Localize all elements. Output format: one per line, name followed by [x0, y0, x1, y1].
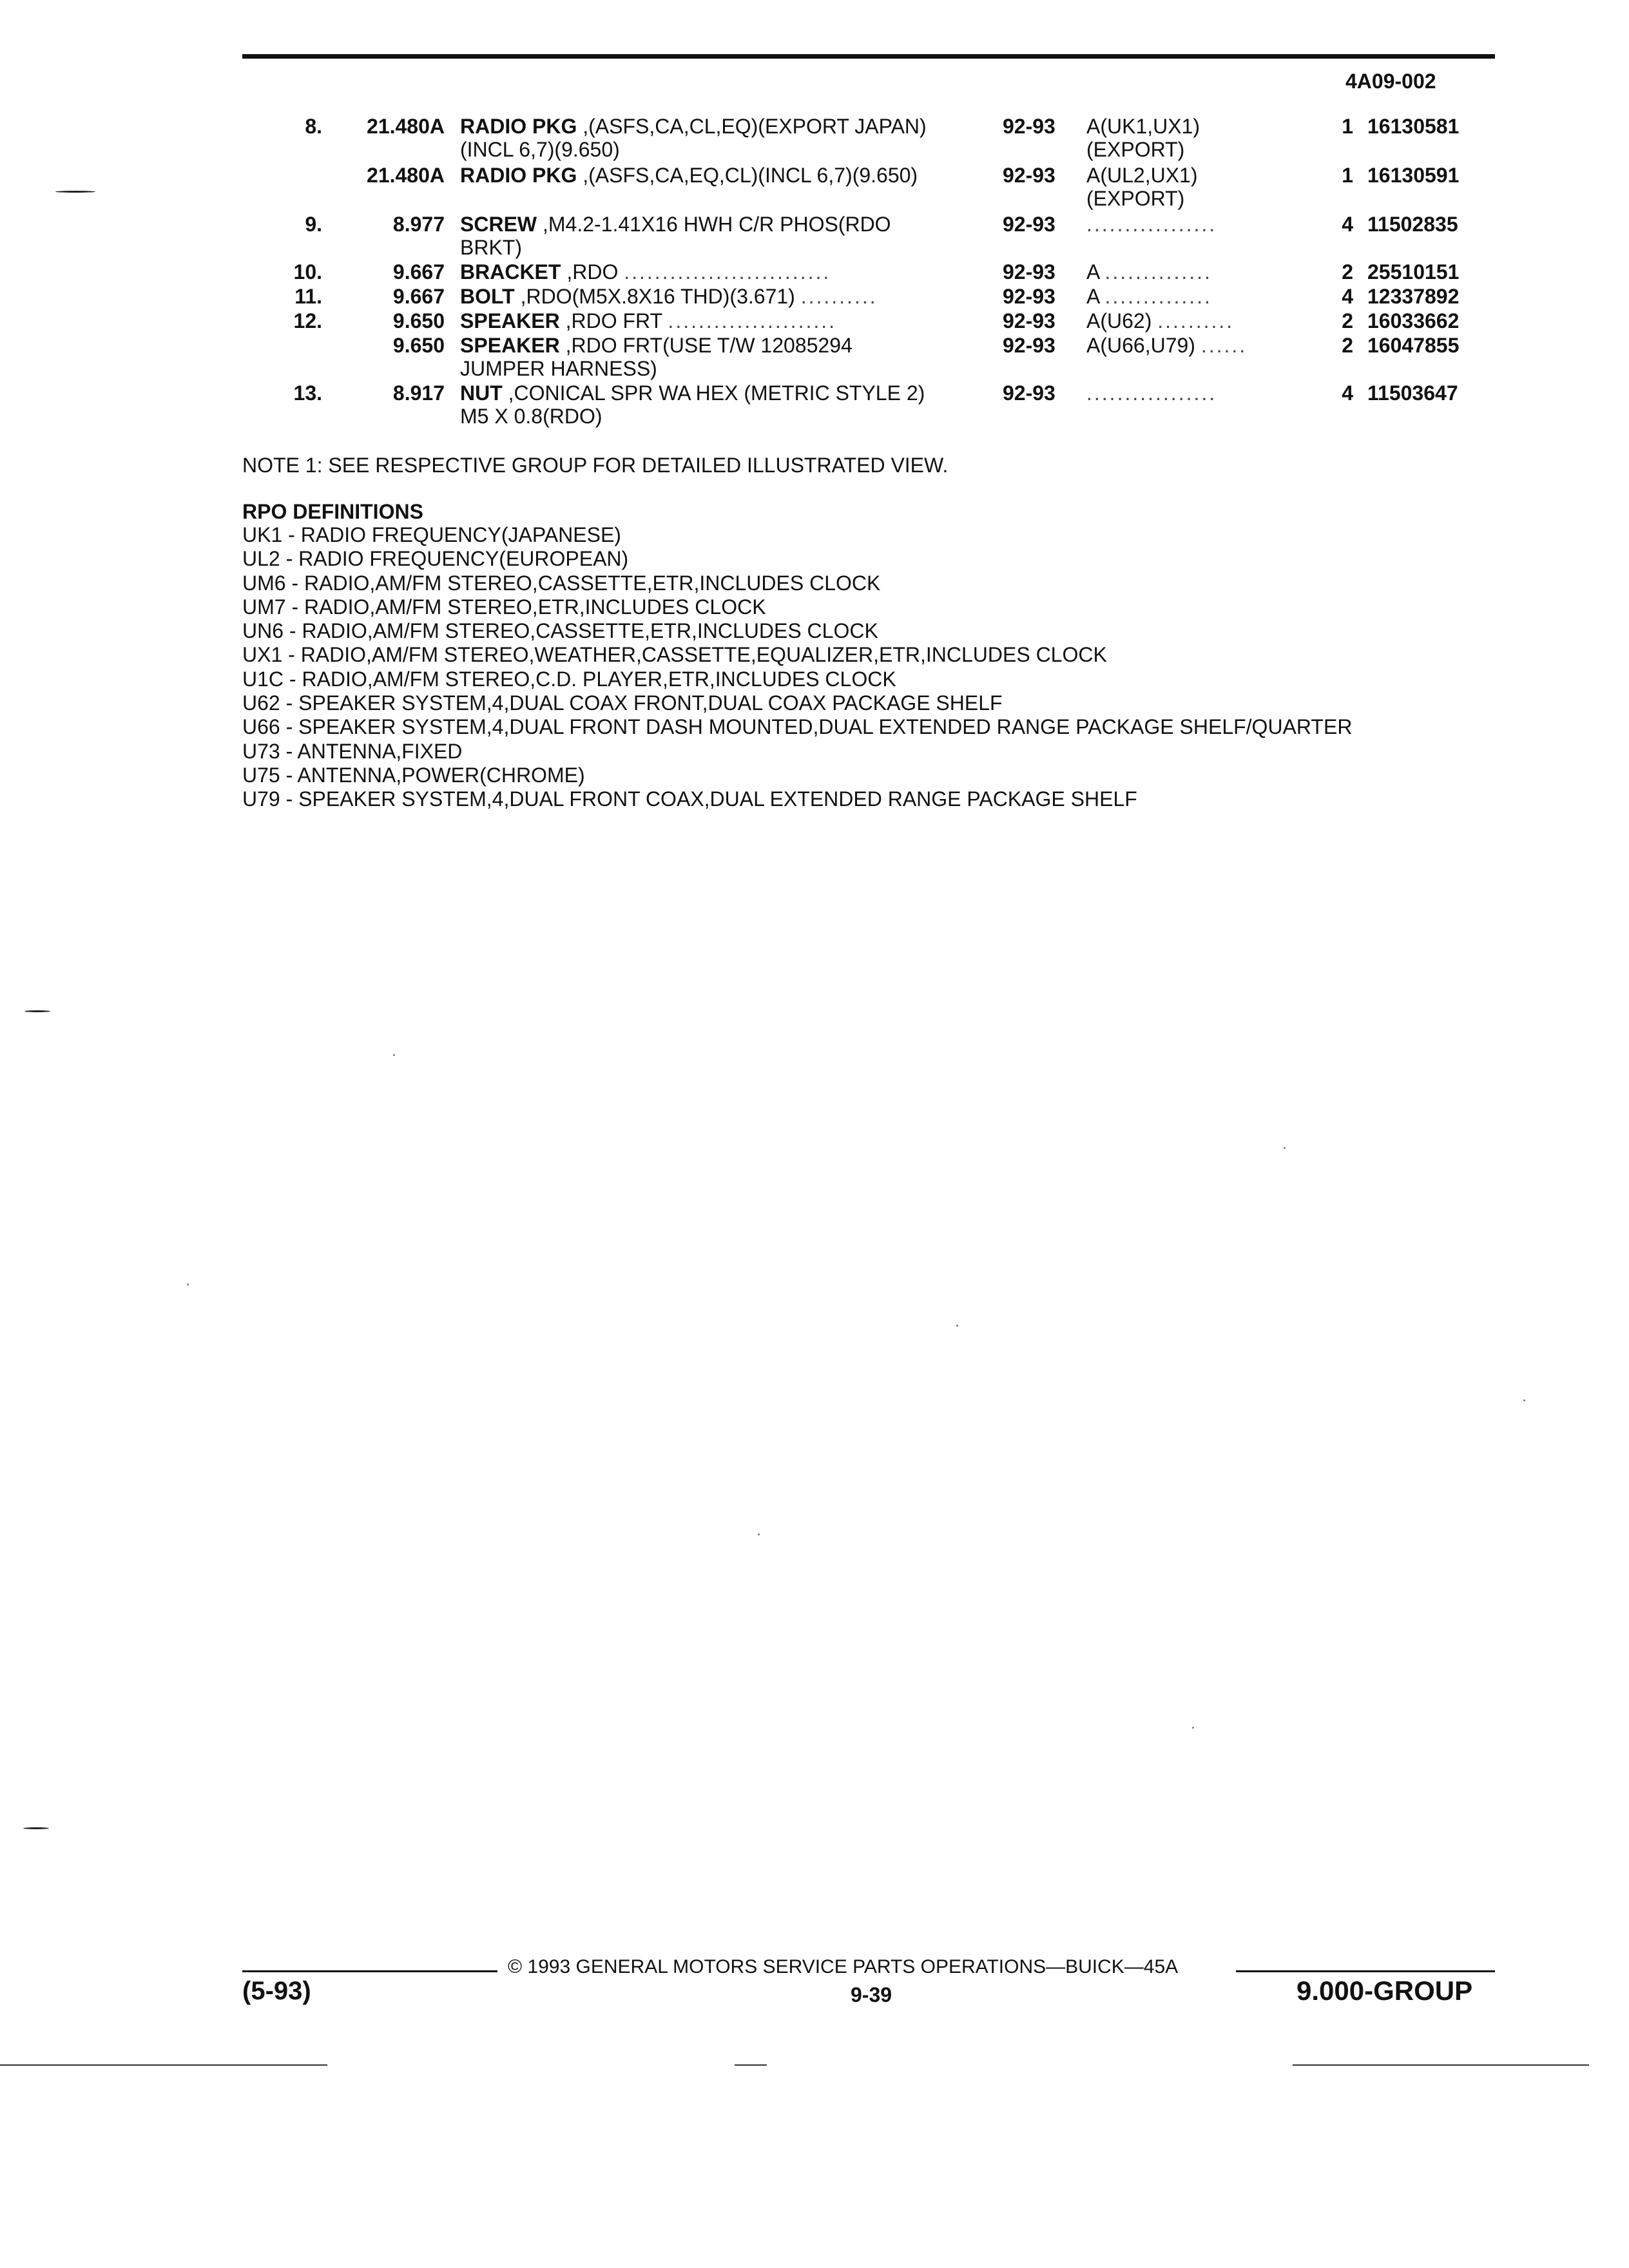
years: 92-93	[1003, 115, 1055, 138]
years: 92-93	[1003, 334, 1055, 357]
option-codes: A(UL2,UX1)	[1086, 164, 1198, 187]
scan-speck	[1284, 1147, 1286, 1149]
list-item: U66 - SPEAKER SYSTEM,4,DUAL FRONT DASH MOUNTED,DUAL EXTENDED RANGE PACKAGE SHELF/QUARTER	[242, 715, 1353, 739]
years: 92-93	[1003, 164, 1055, 187]
bottom-rule-right	[1293, 2064, 1589, 2066]
part-number: 16130581	[1367, 115, 1460, 138]
scan-speck	[1523, 1399, 1525, 1401]
ref-number: 10.	[293, 260, 322, 284]
option-codes: A(U62) ..........	[1086, 309, 1235, 332]
part-detail: ,RDO	[561, 260, 619, 284]
group-number: 21.480A	[367, 164, 445, 187]
list-item: UK1 - RADIO FREQUENCY(JAPANESE)	[242, 523, 621, 546]
part-number: 11502835	[1367, 213, 1458, 236]
part-detail: ,(ASFS,CA,CL,EQ)(EXPORT JAPAN)	[577, 115, 927, 138]
note-text: NOTE 1: SEE RESPECTIVE GROUP FOR DETAILED ILLUSTRATED VIEW.	[242, 454, 949, 477]
option-codes: A ..............	[1086, 260, 1212, 284]
part-detail: ,RDO(M5X.8X16 THD)(3.671)	[514, 285, 795, 308]
part-description	[460, 115, 995, 138]
list-item: U62 - SPEAKER SYSTEM,4,DUAL COAX FRONT,DUAL COAX PACKAGE SHELF	[242, 691, 1003, 715]
quantity: 4	[1342, 381, 1353, 405]
list-item: U73 - ANTENNA,FIXED	[242, 739, 463, 763]
part-name: BRACKET	[460, 260, 561, 284]
quantity: 4	[1342, 213, 1353, 236]
quantity: 2	[1342, 334, 1353, 357]
part-number: 16130591	[1367, 164, 1460, 187]
part-detail: ,RDO FRT(USE T/W 12085294	[559, 334, 853, 357]
bottom-rule-mid	[735, 2064, 767, 2066]
scan-mark	[55, 191, 95, 193]
scan-speck	[393, 1054, 395, 1056]
years: 92-93	[1003, 260, 1055, 284]
option-codes: A(UK1,UX1)	[1086, 115, 1200, 138]
scan-speck	[758, 1533, 760, 1535]
ref-number: 8.	[305, 115, 322, 138]
quantity: 2	[1342, 309, 1353, 332]
ref-number: 9.	[305, 213, 322, 236]
part-name: RADIO PKG	[460, 164, 577, 187]
part-detail: ,CONICAL SPR WA HEX (METRIC STYLE 2)	[502, 381, 925, 405]
ref-number: 11.	[294, 285, 322, 308]
copyright-text: © 1993 GENERAL MOTORS SERVICE PARTS OPERATIONS—BUICK—45A	[508, 1956, 1179, 1977]
footer-rule-left	[242, 1970, 497, 1972]
part-name: SPEAKER	[460, 309, 560, 332]
part-name: RADIO PKG	[460, 115, 577, 138]
list-item: U75 - ANTENNA,POWER(CHROME)	[242, 763, 585, 787]
years: 92-93	[1003, 381, 1055, 405]
top-rule	[242, 54, 1495, 59]
description-continued: M5 X 0.8(RDO)	[460, 405, 602, 428]
option-leader: .................	[1086, 213, 1217, 236]
list-item: UN6 - RADIO,AM/FM STEREO,CASSETTE,ETR,INCLUDES CLOCK	[242, 619, 878, 643]
part-name: NUT	[460, 381, 503, 405]
option-continued: (EXPORT)	[1086, 187, 1185, 210]
years: 92-93	[1003, 309, 1055, 332]
bottom-rule-left	[0, 2064, 327, 2066]
part-detail: ,M4.2-1.41X16 HWH C/R PHOS(RDO	[537, 213, 891, 236]
scan-speck	[187, 1283, 189, 1285]
group-number: 21.480A	[367, 115, 445, 138]
part-detail: ,RDO FRT	[559, 309, 662, 332]
group-number: 8.977	[392, 213, 445, 236]
quantity: 1	[1342, 164, 1353, 187]
date-code: (5-93)	[242, 1977, 311, 2005]
part-number: 16033662	[1367, 309, 1460, 332]
description-continued: (INCL 6,7)(9.650)	[460, 138, 620, 161]
group-number: 8.917	[392, 381, 445, 405]
part-number: 16047855	[1367, 334, 1460, 357]
scan-speck	[956, 1325, 958, 1327]
scan-mark	[23, 1827, 49, 1829]
part-description	[460, 334, 995, 357]
doc-id: 4A09-002	[1345, 70, 1436, 93]
option-leader: .................	[1086, 381, 1217, 405]
part-name: BOLT	[460, 285, 515, 308]
list-item: UL2 - RADIO FREQUENCY(EUROPEAN)	[242, 547, 629, 571]
years: 92-93	[1003, 285, 1055, 308]
part-detail: ,(ASFS,CA,EQ,CL)(INCL 6,7)(9.650)	[577, 164, 918, 187]
option-codes: A ..............	[1086, 285, 1212, 308]
footer-rule-right	[1236, 1970, 1495, 1972]
description-continued: BRKT)	[460, 236, 522, 259]
description-continued: JUMPER HARNESS)	[460, 357, 657, 380]
part-description	[460, 381, 995, 405]
part-description	[460, 213, 995, 236]
part-description: SPEAKER ,RDO FRT ......................	[460, 309, 837, 332]
option-codes: A(U66,U79) ......	[1086, 334, 1248, 357]
rpo-definitions-list	[242, 523, 1352, 812]
list-item: U79 - SPEAKER SYSTEM,4,DUAL FRONT COAX,DUAL EXTENDED RANGE PACKAGE SHELF	[242, 787, 1137, 811]
list-item: UX1 - RADIO,AM/FM STEREO,WEATHER,CASSETTE,EQUALIZER,ETR,INCLUDES CLOCK	[242, 643, 1107, 667]
part-number: 25510151	[1367, 260, 1460, 284]
quantity: 1	[1342, 115, 1353, 138]
list-item: U1C - RADIO,AM/FM STEREO,C.D. PLAYER,ETR,INCLUDES CLOCK	[242, 667, 896, 691]
list-item: UM6 - RADIO,AM/FM STEREO,CASSETTE,ETR,INCLUDES CLOCK	[242, 571, 881, 595]
ref-number: 12.	[293, 309, 322, 332]
group-number: 9.650	[392, 309, 445, 332]
part-name: SCREW	[460, 213, 537, 236]
option-continued: (EXPORT)	[1086, 138, 1185, 161]
part-description: BOLT ,RDO(M5X.8X16 THD)(3.671) ..........	[460, 285, 878, 308]
scan-mark	[24, 1010, 50, 1012]
ref-number: 13.	[293, 381, 322, 405]
group-label: 9.000-GROUP	[1296, 1975, 1473, 2006]
part-number: 12337892	[1367, 285, 1460, 308]
quantity: 2	[1342, 260, 1353, 284]
group-number: 9.667	[392, 260, 445, 284]
rpo-title: RPO DEFINITIONS	[242, 500, 423, 523]
list-item: UM7 - RADIO,AM/FM STEREO,ETR,INCLUDES CLOCK	[242, 595, 766, 619]
part-number: 11503647	[1367, 381, 1458, 405]
scan-speck	[1192, 1727, 1194, 1729]
group-number: 9.667	[392, 285, 445, 308]
group-number: 9.650	[392, 334, 445, 357]
quantity: 4	[1342, 285, 1353, 308]
years: 92-93	[1003, 213, 1055, 236]
part-description	[460, 164, 995, 187]
part-description: BRACKET ,RDO ...........................	[460, 260, 831, 284]
part-name: SPEAKER	[460, 334, 560, 357]
page-number: 9-39	[851, 1983, 892, 2006]
